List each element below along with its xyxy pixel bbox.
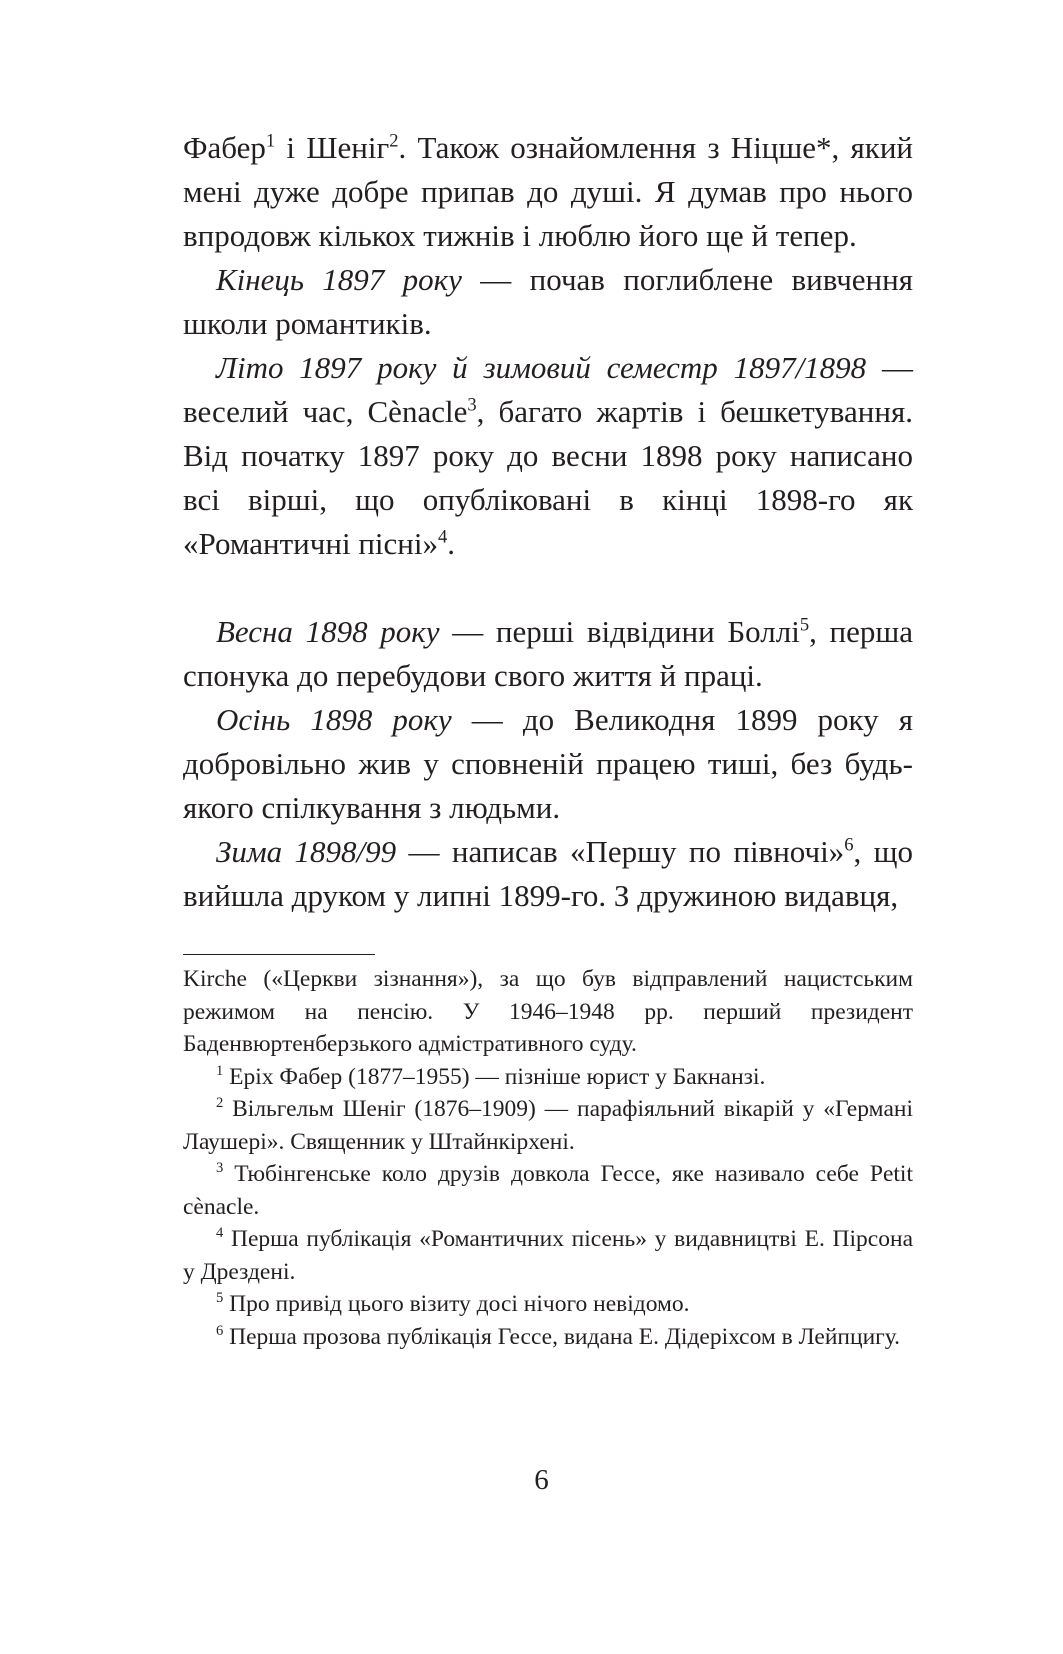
footnote-text: Вільгельм Шеніг (1876–1909) — парафіяльний вікарій у «Гермaні Лаушері». Священник у Штайнкірхені. <box>183 1096 913 1155</box>
text-span: Фабер <box>183 130 266 165</box>
footnote-continuation: Kirche («Церкви зізнання»), за що був відправлений нацистським режимом на пенсію. У 1946–1948 рр. перший президент Баденвюртенберзького адмістративного суду. <box>183 966 913 1057</box>
footnote-ref: 2 <box>389 130 399 152</box>
page-content <box>183 126 913 1353</box>
text-span: . Також ознайомлення з Ніцше*, який мені дуже добре припав до душі. Я думав про нього впродовж кількох тижнів і люблю його ще й тепер. <box>183 130 914 253</box>
text-span: — до Великодня 1899 року я добровільно жив у сповненій працею тиші, без будь-якого спілкування з людьми. <box>183 702 913 825</box>
footnote-number: 2 <box>216 1095 224 1112</box>
footnote-text: Перша публікація «Романтичних пісень» у видавництві Е. Пірсона у Дрездені. <box>183 1226 913 1285</box>
footnote-6 <box>183 1321 913 1354</box>
date-label: Осінь 1898 року <box>216 702 452 737</box>
date-label: Літо 1897 року й зимовий семестр 1897/1898 <box>216 350 867 385</box>
main-text <box>183 126 913 918</box>
footnote-number: 6 <box>216 1322 224 1339</box>
footnote-ref: 5 <box>799 614 810 636</box>
page-number: 6 <box>534 1464 549 1496</box>
text-span: — написав «Першу по півночі» <box>396 834 845 869</box>
footnote-text: Тюбінгенське коло друзів довкола Гессе, яке називало себе Petit cènacle. <box>183 1161 913 1220</box>
footnote-5 <box>183 1288 913 1321</box>
paragraph-1 <box>183 126 913 258</box>
footnote-number: 5 <box>216 1290 224 1307</box>
paragraph-2 <box>183 258 913 346</box>
footnote-2 <box>183 1093 913 1158</box>
footnote-3 <box>183 1158 913 1223</box>
text-span: , перша спонука до перебудови свого життя й праці. <box>183 614 914 693</box>
footnote-divider <box>183 954 375 955</box>
footnote-ref: 4 <box>437 526 448 548</box>
footnote-number: 4 <box>216 1225 224 1242</box>
paragraph-6 <box>183 830 913 918</box>
text-span: — перші відвідини Боллі <box>439 614 800 649</box>
date-label: Кінець 1897 року <box>216 262 462 297</box>
footnote-number: 3 <box>216 1160 224 1177</box>
date-label: Весна 1898 року <box>216 614 440 649</box>
text-span: і Шеніг <box>275 130 390 165</box>
text-span: — веселий час, Cènacle <box>183 350 913 429</box>
paragraph-3 <box>183 346 913 566</box>
date-label: Зима 1898/99 <box>216 834 397 869</box>
footnote-4 <box>183 1223 913 1288</box>
footnote-1 <box>183 1061 913 1094</box>
paragraph-5 <box>183 698 913 830</box>
footnote-text: Про привід цього візиту досі нічого невідомо. <box>223 1291 690 1317</box>
footnote-text: Еріх Фабер (1877–1955) — пізніше юрист у Бакнанзі. <box>223 1063 766 1090</box>
footnote-number: 1 <box>216 1062 224 1079</box>
footnote-text: Перша прозова публікація Гессе, видана Е. Дідеріхсом в Лейпцигу. <box>223 1323 901 1350</box>
text-span: , багато жартів і бешкетування. Від початку 1897 року до весни 1898 року написано всі вірші, що опубліковані в кінці 1898-го як «Романтичні пісні» <box>183 394 913 561</box>
text-span: . <box>447 526 456 561</box>
footnote-ref: 6 <box>844 834 854 856</box>
footnote-ref: 1 <box>265 130 276 152</box>
paragraph-4 <box>183 610 913 698</box>
text-span: — почав поглиблене вивчення школи романтиків. <box>183 262 913 341</box>
footnote-ref: 3 <box>467 394 477 416</box>
text-span: , що вийшла друком у липні 1899-го. З дружиною видавця, <box>183 834 913 913</box>
footnotes <box>183 963 913 1353</box>
